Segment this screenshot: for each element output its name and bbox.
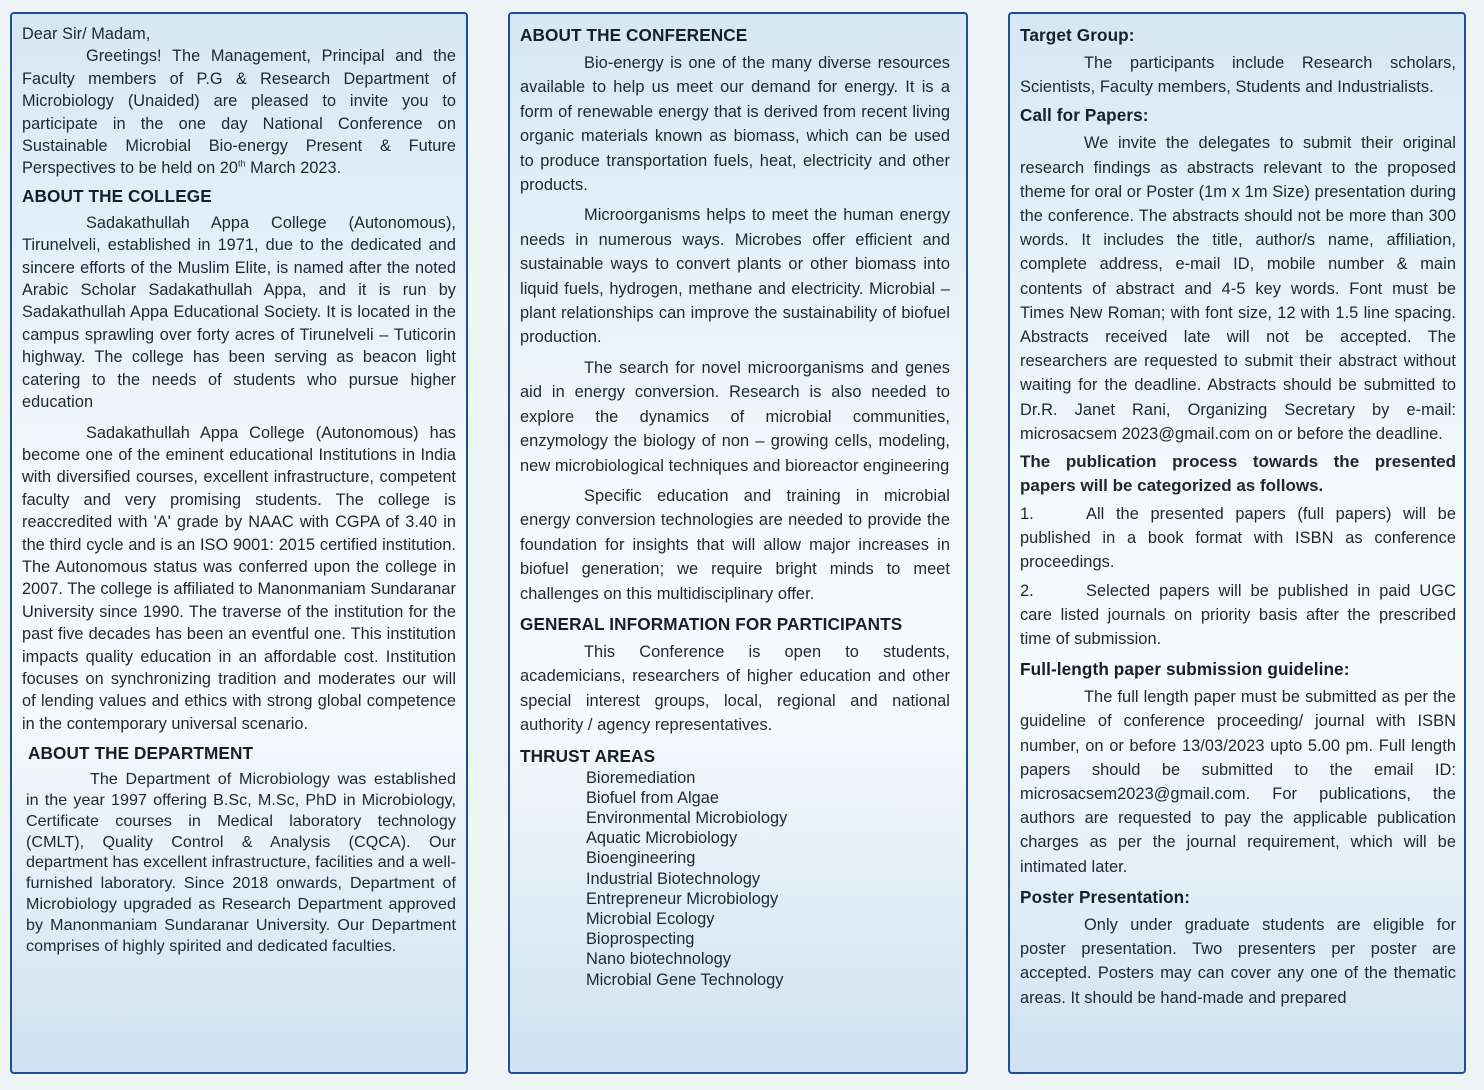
conference-paragraph-2: Microorganisms helps to meet the human energy needs in numerous ways. Microbes offer efficient and sustainable ways to convert plants or other biomass into liquid fuels, hydrogen, methane and electricity. Microbial – plant relationships can improve the sustainability of biofuel production. xyxy=(520,206,950,347)
target-group-heading: Target Group: xyxy=(1020,25,1135,45)
list-item: Bioprospecting xyxy=(586,930,695,949)
list-item: Bioremediation xyxy=(586,768,696,787)
greeting-end: March 2023. xyxy=(245,159,342,178)
item-text: All the presented papers (full papers) will be published in a book format with ISBN as conference proceedings. xyxy=(1020,505,1456,572)
greeting-sup: th xyxy=(237,159,246,170)
department-heading: ABOUT THE DEPARTMENT xyxy=(28,743,254,764)
conference-paragraph-3: The search for novel microorganisms and genes aid in energy conversion. Research is also needed to explore the dynamics of microbial communities, enzymology the biology of non – growing cells, modeling, new microbiological techniques and bioreactor engineering xyxy=(520,358,950,475)
conference-paragraph-4: Specific education and training in microbial energy conversion technologies are needed to provide the foundation for insights that will allow major increases in biofuel generation; we require bright minds to meet challenges on this multidisciplinary offer. xyxy=(520,486,950,603)
list-item: Microbial Gene Technology xyxy=(586,970,784,989)
list-item: Bioengineering xyxy=(586,849,696,868)
list-item: Entrepreneur Microbiology xyxy=(586,889,779,908)
item-text: Selected papers will be published in paid UGC care listed journals on priority basis after the prescribed time of submission. xyxy=(1020,581,1456,649)
list-item: Industrial Biotechnology xyxy=(586,869,761,888)
conference-paragraph-1: Bio-energy is one of the many diverse resources available to help us meet our demand for energy. It is a form of renewable energy that is derived from recent living organic materials known as biomass, which can be used to produce transportation fuels, heat, electricity and other products. xyxy=(520,54,950,195)
list-item: Environmental Microbiology xyxy=(586,808,788,827)
call-for-papers-paragraph: We invite the delegates to submit their original research findings as abstracts relevant to the proposed theme for oral or Poster (1m x 1m Size) presentation during the conference. The abstracts should not be more than 300 words. It includes the title, author/s name, affiliation, complete address, e-mail ID, mobile number & main contents of abstract and 4-5 key words. Font must be Times New Roman; with font size, 12 with 1.5 line spacing. Abstracts received late will not be accepted. The researchers are requested to submit their abstract without waiting for the deadline. Abstracts should be submitted to Dr.R. Janet Rani, Organizing Secretary by e-mail: microsacsem 2023@gmail.com on or before the deadline. xyxy=(1020,134,1456,443)
target-group-paragraph: The participants include Research scholars, Scientists, Faculty members, Students and Industrialists. xyxy=(1020,54,1456,97)
conference-heading: ABOUT THE CONFERENCE xyxy=(520,25,748,45)
general-info-paragraph: This Conference is open to students, academicians, researchers of higher education and other special interest groups, local, regional and national authority / agency representatives. xyxy=(520,642,950,735)
college-paragraph-2: Sadakathullah Appa College (Autonomous) has become one of the eminent educational Institutions in India with diversified courses, excellent infrastructure, competent faculty and very promising students. The college is reaccredited with 'A' grade by NAAC with CGPA of 3.40 in the third cycle and is an ISO 9001: 2015 certified institution. The Autonomous status was conferred upon the college in 2007. The college is affiliated to Manonmaniam Sundaranar University since 1990. The traverse of the institution for the past five decades has been an eventful one. This institution impacts quality education in an affordable cost. Institution focuses on synchronizing tradition and moderates our will of lending values and ethics with strong global competence in the contemporary universal scenario. xyxy=(22,423,456,733)
greeting-paragraph xyxy=(22,45,456,179)
publication-process-heading: The publication process towards the presented papers will be categorized as follows. xyxy=(1020,452,1456,496)
salutation: Dear Sir/ Madam, xyxy=(22,25,151,43)
panel-conference xyxy=(508,12,968,1074)
list-item: Microbial Ecology xyxy=(586,909,715,928)
college-paragraph-1: Sadakathullah Appa College (Autonomous), Tirunelveli, established in 1971, due to the dedicated and sincere efforts of the Muslim Elite, is named after the noted Arabic Scholar Sadakathullah Appa, and it is run by Sadakathullah Appa Educational Society. It is located in the campus sprawling over forty acres of Tirunelveli – Tuticorin highway. The college has been serving as beacon light catering to the needs of students who pursue higher education xyxy=(22,213,456,412)
call-for-papers-heading: Call for Papers: xyxy=(1020,105,1149,126)
item-number: 2. xyxy=(1020,581,1034,600)
full-length-paragraph: The full length paper must be submitted as per the guideline of conference proceeding/ journal with ISBN number, on or before 13/03/2023 upto 5.00 pm. Full length papers should be submitted to the email ID: microsacsem2023@gmail.com. For publications, the authors are requested to pay the applicable publication charges as per the journal requirement, which will be intimated later. xyxy=(1020,688,1456,876)
publication-item-2 xyxy=(1020,579,1456,652)
college-heading: ABOUT THE COLLEGE xyxy=(22,185,212,206)
list-item: Biofuel from Algae xyxy=(586,788,720,807)
full-length-heading: Full-length paper submission guideline: xyxy=(1020,659,1350,680)
general-info-heading: GENERAL INFORMATION FOR PARTICIPANTS xyxy=(520,613,903,634)
thrust-areas-list xyxy=(520,768,950,990)
department-paragraph: The Department of Microbiology was established in the year 1997 offering B.Sc, M.Sc, PhD in Microbiology, Certificate courses in Medical laboratory technology (CMLT), Quality Control & Analysis (CQCA). Our department has excellent infrastructure, facilities and a well-furnished laboratory. Since 2018 onwards, Department of Microbiology upgraded as Research Department approved by Manonmaniam Sundaranar University. Our Department comprises of highly spirited and dedicated faculties. xyxy=(26,770,456,955)
list-item: Nano biotechnology xyxy=(586,950,731,969)
greeting-text: Greetings! The Management, Principal and the Faculty members of P.G & Research Department of Microbiology (Unaided) are pleased to invite you to participate in the one day National Conference on Sustainable Microbial Bio-energy Present & Future Perspectives to be held on 20 xyxy=(22,47,456,178)
publication-item-1 xyxy=(1020,502,1456,575)
list-item: Aquatic Microbiology xyxy=(586,829,738,848)
poster-heading: Poster Presentation: xyxy=(1020,886,1191,907)
thrust-areas-heading: THRUST AREAS xyxy=(520,745,656,766)
panel-participation xyxy=(1008,12,1466,1074)
item-number: 1. xyxy=(1020,505,1034,524)
poster-paragraph: Only under graduate students are eligible for poster presentation. Two presenters per poster are accepted. Posters may can cover any one of the thematic areas. It should be hand-made and prepared xyxy=(1020,915,1456,1007)
panel-college xyxy=(10,12,468,1074)
